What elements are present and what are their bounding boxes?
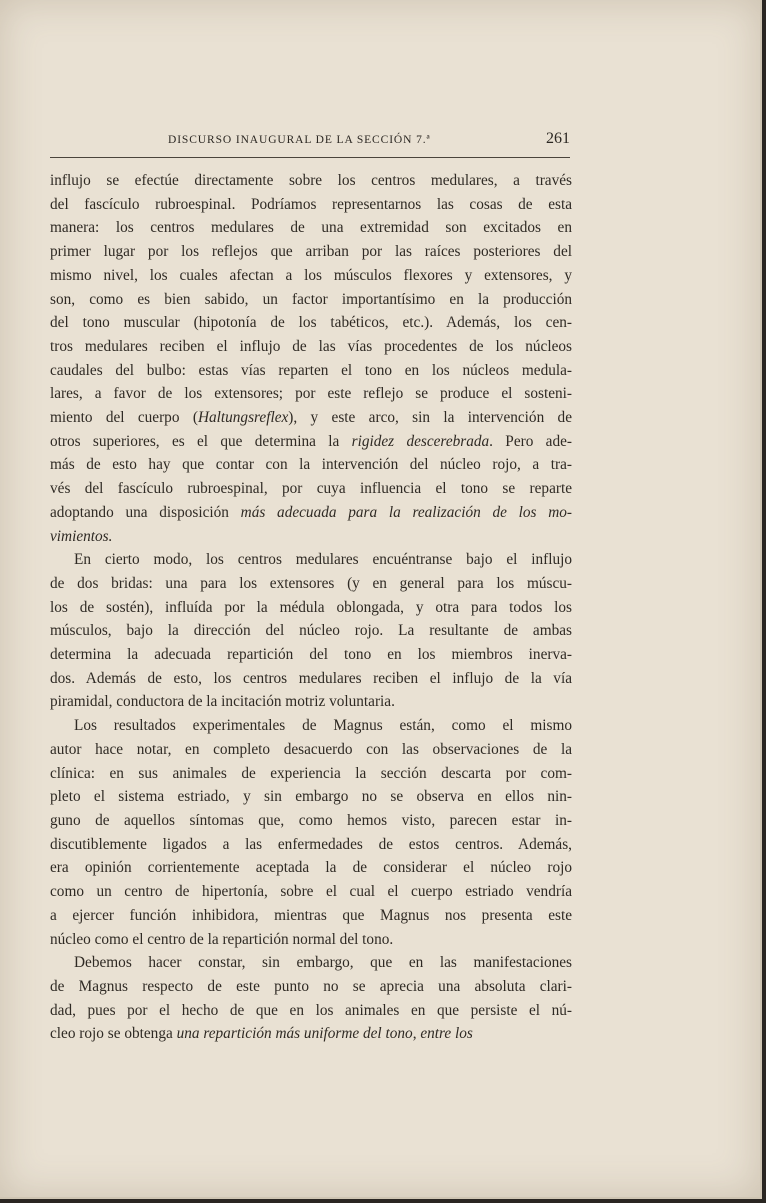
italic-run: más adecuada para la realización de los mo- bbox=[240, 503, 572, 521]
text-line bbox=[50, 311, 572, 335]
text-run: adoptando una disposición bbox=[50, 503, 241, 521]
text-line bbox=[50, 572, 572, 596]
paragraph bbox=[50, 548, 572, 714]
text-run: de Magnus respecto de este punto no se aprecia una absoluta clari- bbox=[50, 977, 572, 995]
text-line bbox=[50, 999, 572, 1023]
text-run: dad, pues por el hecho de que en los animales en que persiste el nú- bbox=[50, 1001, 572, 1019]
text-line bbox=[50, 667, 572, 691]
text-run: autor hace notar, en completo desacuerdo con las observaciones de la bbox=[50, 740, 572, 758]
text-run: , bbox=[412, 1025, 421, 1043]
text-line bbox=[50, 335, 572, 359]
text-run: Los resultados experimentales de Magnus están, como el mismo bbox=[74, 717, 572, 735]
text-line bbox=[50, 785, 572, 809]
paragraph bbox=[50, 169, 572, 548]
text-line bbox=[50, 762, 572, 786]
text-run: cleo rojo se obtenga bbox=[50, 1025, 177, 1043]
text-line bbox=[50, 904, 572, 928]
text-line bbox=[50, 619, 572, 643]
text-run: Debemos hacer constar, sin embargo, que en las manifestaciones bbox=[74, 954, 572, 972]
text-run: como un centro de hipertonía, sobre el cual el cuerpo estriado vendría bbox=[50, 883, 572, 901]
italic-run: una repartición más uniforme del tono bbox=[176, 1025, 413, 1043]
text-line bbox=[50, 453, 572, 477]
text-run: de dos bridas: una para los extensores (y en general para los múscu- bbox=[50, 574, 572, 592]
text-run: clínica: en sus animales de experiencia la sección descarta por com- bbox=[50, 764, 572, 782]
text-line bbox=[50, 738, 572, 762]
text-run: son, como es bien sabido, un factor importantísimo en la producción bbox=[50, 290, 572, 308]
text-run: En cierto modo, los centros medulares encuéntranse bajo el influjo bbox=[74, 551, 572, 569]
text-run: . Pero ade- bbox=[489, 432, 572, 450]
text-line bbox=[50, 169, 572, 193]
text-run: otros superiores, es el que determina la bbox=[50, 432, 352, 450]
text-line bbox=[50, 477, 572, 501]
text-run: piramidal, conductora de la incitación motriz voluntaria. bbox=[50, 693, 395, 711]
italic-run: entre los bbox=[420, 1025, 473, 1043]
italic-run: vimientos. bbox=[50, 527, 113, 545]
text-line bbox=[50, 525, 572, 549]
text-line bbox=[50, 359, 572, 383]
text-line bbox=[50, 856, 572, 880]
text-line bbox=[50, 430, 572, 454]
text-line bbox=[50, 382, 572, 406]
page-header bbox=[168, 130, 570, 156]
text-run: más de esto hay que contar con la intervención del núcleo rojo, a tra- bbox=[50, 456, 572, 474]
text-line bbox=[50, 216, 572, 240]
text-run: discutiblemente ligados a las enfermedades de estos centros. Además, bbox=[50, 835, 572, 853]
header-rule bbox=[50, 157, 570, 158]
text-line bbox=[50, 643, 572, 667]
text-line bbox=[50, 288, 572, 312]
text-line bbox=[50, 1022, 572, 1046]
text-run: lares, a favor de los extensores; por este reflejo se produce el sosteni- bbox=[50, 385, 572, 403]
text-run: manera: los centros medulares de una extremidad son excitados en bbox=[50, 219, 572, 237]
text-line bbox=[50, 501, 572, 525]
paragraph bbox=[50, 714, 572, 951]
text-run: a ejercer función inhibidora, mientras que Magnus nos presenta este bbox=[50, 906, 572, 924]
text-line bbox=[50, 975, 572, 999]
text-run: músculos, bajo la dirección del núcleo rojo. La resultante de ambas bbox=[50, 622, 572, 640]
text-run: pleto el sistema estriado, y sin embargo no se observa en ellos nin- bbox=[50, 788, 572, 806]
text-line bbox=[50, 193, 572, 217]
text-line bbox=[50, 548, 572, 572]
text-line bbox=[50, 690, 572, 714]
text-run: del fascículo rubroespinal. Podríamos representarnos las cosas de esta bbox=[50, 195, 572, 213]
text-run: tros medulares reciben el influjo de las vías procedentes de los núcleos bbox=[50, 337, 572, 355]
text-run: guno de aquellos síntomas que, como hemos visto, parecen estar in- bbox=[50, 811, 572, 829]
text-run: mismo nivel, los cuales afectan a los músculos flexores y extensores, y bbox=[50, 266, 572, 284]
text-run: dos. Además de esto, los centros medulares reciben el influjo de la vía bbox=[50, 669, 572, 687]
text-run: primer lugar por los reflejos que arriban por las raíces posteriores del bbox=[50, 243, 572, 261]
text-run: vés del fascículo rubroespinal, por cuya influencia el tono se reparte bbox=[50, 480, 572, 498]
text-line bbox=[50, 264, 572, 288]
text-line bbox=[50, 240, 572, 264]
text-run: del tono muscular (hipotonía de los tabéticos, etc.). Además, los cen- bbox=[50, 314, 572, 332]
text-line bbox=[50, 880, 572, 904]
text-run: miento del cuerpo ( bbox=[50, 409, 198, 427]
text-line bbox=[50, 406, 572, 430]
text-run: caudales del bulbo: estas vías reparten el tono en los núcleos medula- bbox=[50, 361, 572, 379]
text-run: influjo se efectúe directamente sobre los centros medulares, a través bbox=[50, 172, 572, 189]
text-run: los de sostén), influída por la médula oblongada, y otra para todos los bbox=[50, 598, 572, 616]
text-line bbox=[50, 714, 572, 738]
body-text bbox=[50, 169, 572, 1046]
text-line bbox=[50, 928, 572, 952]
text-line bbox=[50, 596, 572, 620]
text-line bbox=[50, 833, 572, 857]
text-run: ), y este arco, sin la intervención de bbox=[288, 409, 572, 427]
running-head: DISCURSO INAUGURAL DE LA SECCIÓN 7.ª bbox=[168, 134, 431, 146]
paragraph bbox=[50, 951, 572, 1046]
text-line bbox=[50, 951, 572, 975]
page-number: 261 bbox=[546, 130, 570, 147]
text-line bbox=[50, 809, 572, 833]
italic-run: Haltungsreflex bbox=[197, 409, 289, 427]
text-run: núcleo como el centro de la repartición normal del tono. bbox=[50, 930, 394, 948]
italic-run: rigidez descerebrada bbox=[351, 432, 490, 450]
text-run: era opinión corrientemente aceptada la de considerar el núcleo rojo bbox=[50, 859, 572, 877]
text-run: determina la adecuada repartición del tono en los miembros inerva- bbox=[50, 646, 572, 664]
